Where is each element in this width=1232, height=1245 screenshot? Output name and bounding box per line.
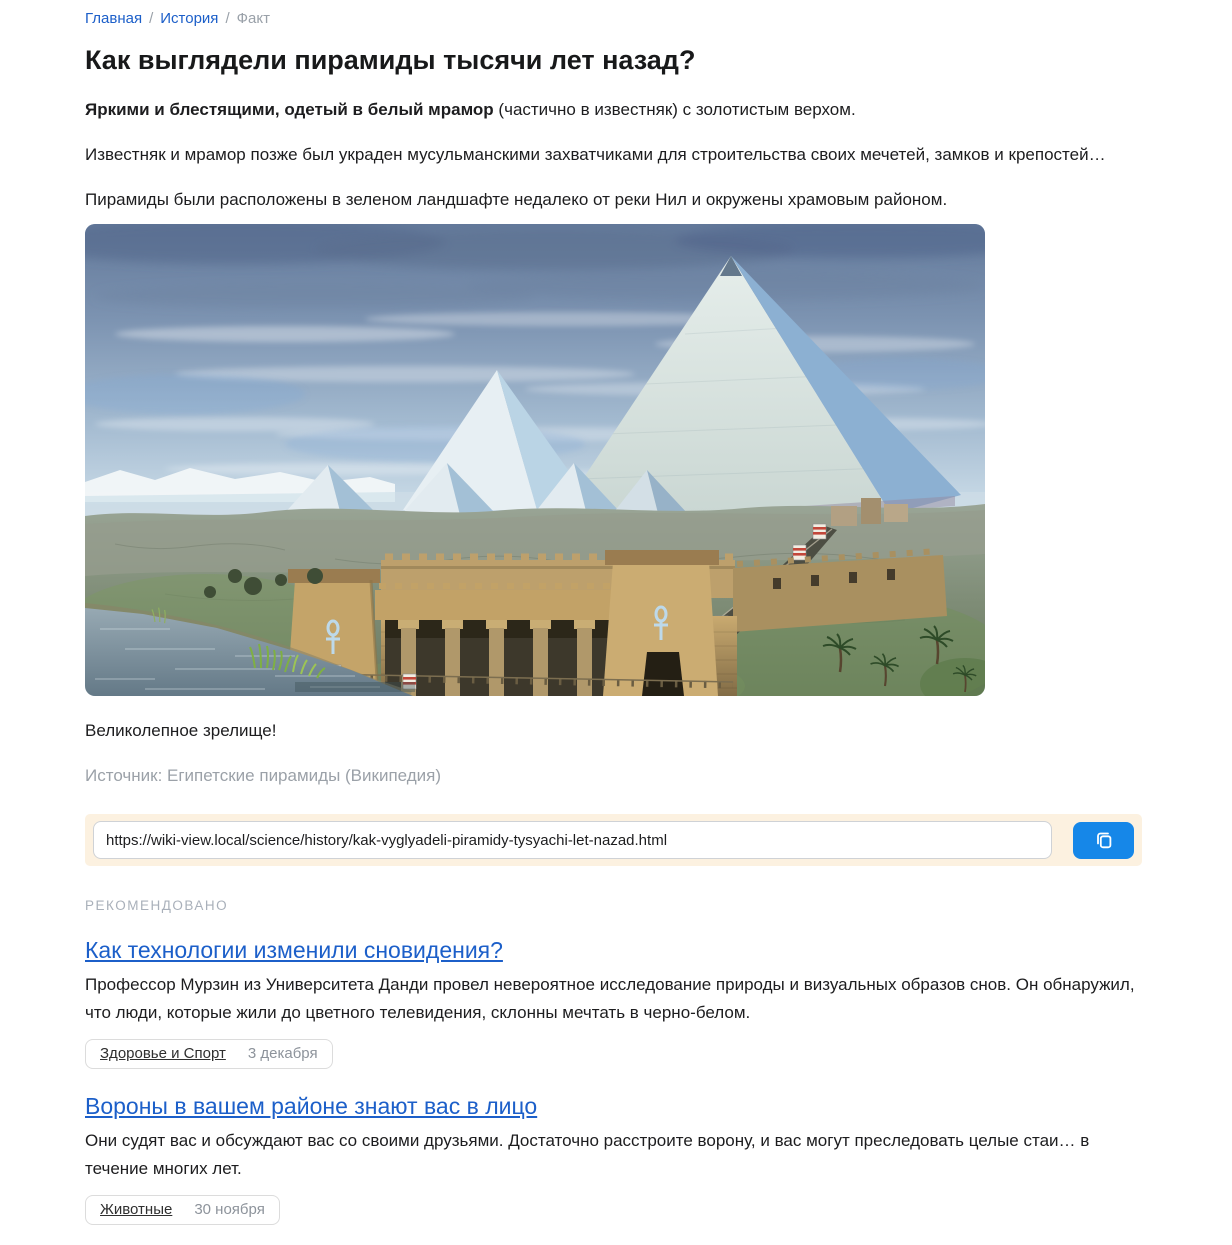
- share-bar: [85, 814, 1142, 866]
- recommended-excerpt: Профессор Мурзин из Университета Данди провел невероятное исследование природы и визуальных образов снов. Он обнаружил, что люди, которые жили до цветного телевидения, склонны мечтать в черно-белом.: [85, 975, 1135, 1022]
- share-url-input[interactable]: [93, 821, 1052, 859]
- article-image: [85, 224, 985, 696]
- breadcrumb: [85, 10, 1147, 27]
- recommended-link-crows[interactable]: Вороны в вашем районе знают вас в лицо: [85, 1093, 538, 1119]
- copy-icon: [1092, 828, 1116, 852]
- breadcrumb-separator: /: [149, 10, 154, 27]
- tag-box: [85, 1039, 333, 1069]
- recommended-item: [85, 933, 1147, 1069]
- article-source: Источник: Египетские пирамиды (Википедия): [85, 766, 442, 785]
- category-link-animals[interactable]: Животные: [100, 1201, 173, 1218]
- breadcrumb-separator: /: [225, 10, 230, 27]
- pyramids-illustration: [85, 224, 985, 696]
- article-lead-rest: (частично в известняк) с золотистым верхом.: [493, 100, 856, 119]
- page-title: Как выглядели пирамиды тысячи лет назад?: [85, 45, 696, 75]
- recommended-section: [85, 898, 1147, 1225]
- recommended-heading: РЕКОМЕНДОВАНО: [85, 898, 229, 913]
- breadcrumb-current: Факт: [236, 10, 270, 27]
- article-closing: Великолепное зрелище!: [85, 721, 277, 740]
- article-paragraph: Известняк и мрамор позже был украден мусульманскими захватчиками для строительства своих мечетей, замков и крепостей…: [85, 145, 1106, 164]
- breadcrumb-link-history[interactable]: История: [160, 10, 219, 27]
- recommended-excerpt: Они судят вас и обсуждают вас со своими друзьями. Достаточно расстроите ворону, и вас могут преследовать целые стаи… в течение многих лет.: [85, 1131, 1090, 1178]
- article-paragraph: Пирамиды были расположены в зеленом ландшафте недалеко от реки Нил и окружены храмовым районом.: [85, 190, 948, 209]
- breadcrumb-link-home[interactable]: Главная: [85, 10, 143, 27]
- recommended-link-dreams[interactable]: Как технологии изменили сновидения?: [85, 937, 503, 963]
- item-date: 30 ноября: [194, 1201, 265, 1218]
- recommended-item: [85, 1089, 1147, 1225]
- article-lead: [85, 99, 1147, 120]
- article-lead-bold: Яркими и блестящими, одетый в белый мрамор: [85, 100, 494, 119]
- item-date: 3 декабря: [247, 1045, 318, 1062]
- tag-box: [85, 1195, 280, 1225]
- category-link-health-sport[interactable]: Здоровье и Спорт: [100, 1045, 226, 1062]
- copy-url-button[interactable]: [1073, 822, 1134, 859]
